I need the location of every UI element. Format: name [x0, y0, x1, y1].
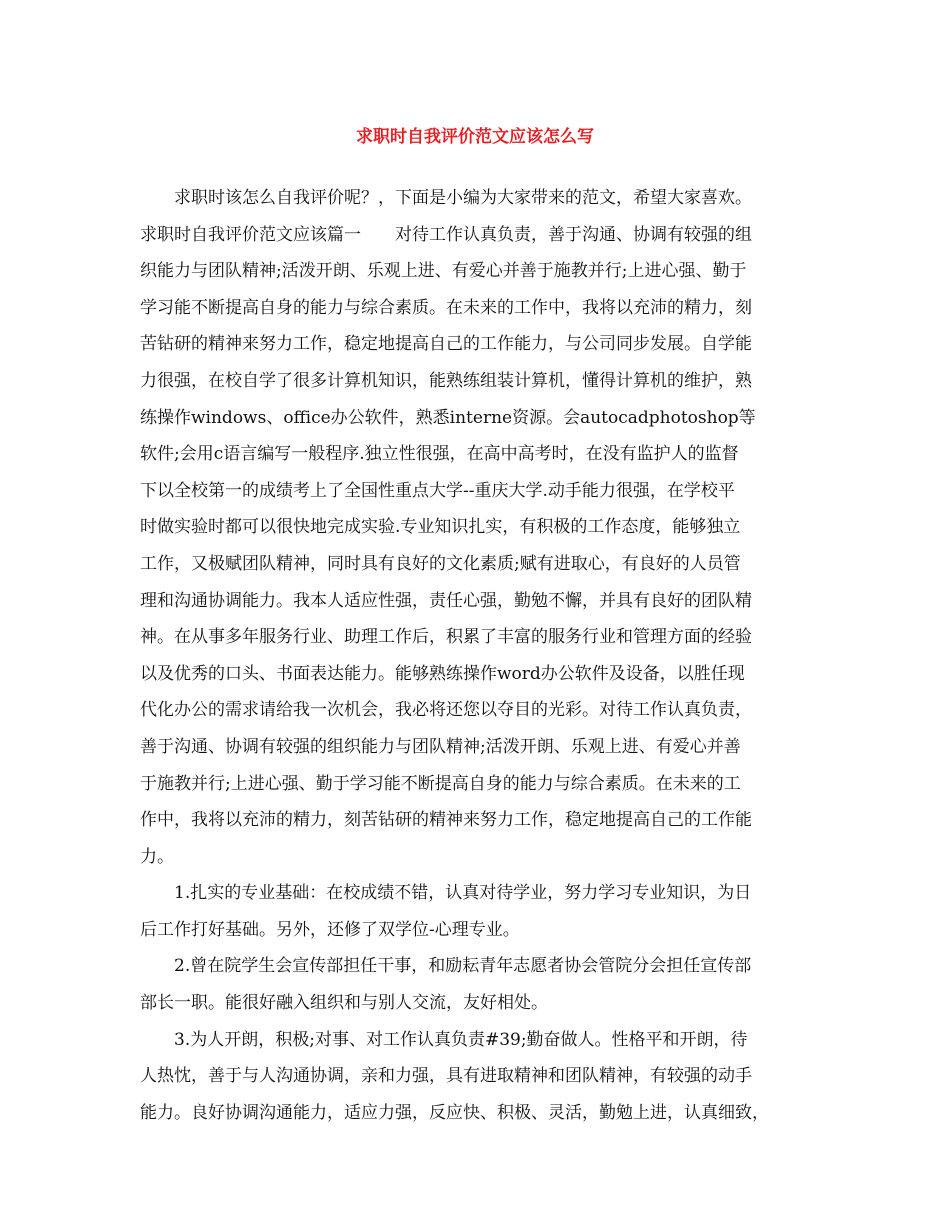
text-line: 后工作打好基础。另外，还修了双学位-心理专业。: [140, 919, 520, 940]
text-line: 能力。良好协调沟通能力，适应力强，反应快、积极、灵活，勤勉上进，认真细致，: [140, 1102, 769, 1123]
text-line: 学习能不断提高自身的能力与综合素质。在未来的工作中，我将以充沛的精力，刻: [140, 297, 752, 318]
text-line: 神。在从事多年服务行业、助理工作后，积累了丰富的服务行业和管理方面的经验: [140, 627, 752, 648]
text-line: 人热忱，善于与人沟通协调，亲和力强，具有进取精神和团队精神，有较强的动手: [140, 1066, 752, 1087]
text-line: 力很强，在校自学了很多计算机知识，能熟练组装计算机，懂得计算机的维护，熟: [140, 370, 752, 391]
text-line: 2.曾在院学生会宣传部担任干事，和励耘青年志愿者协会管院分会担任宣传部: [140, 956, 752, 977]
document-body: [140, 180, 820, 1131]
text-line: 理和沟通协调能力。我本人适应性强，责任心强，勤勉不懈，并具有良好的团队精: [140, 590, 752, 611]
text-line: 于施教并行;上进心强、勤于学习能不断提高自身的能力与综合素质。在未来的工: [140, 773, 741, 794]
text-line: 织能力与团队精神;活泼开朗、乐观上进、有爱心并善于施教并行;上进心强、勤于: [140, 261, 747, 282]
text-line: 软件;会用c语言编写一般程序.独立性很强，在高中高考时，在没有监护人的监督: [140, 444, 739, 465]
text-line: 1.扎实的专业基础：在校成绩不错，认真对待学业，努力学习专业知识，为日: [140, 883, 752, 904]
text-line: 部长一职。能很好融入组织和与别人交流，友好相处。: [140, 993, 548, 1014]
text-line: 力。: [140, 846, 174, 867]
text-line: 苦钻研的精神来努力工作，稳定地提高自己的工作能力，与公司同步发展。自学能: [140, 334, 752, 355]
text-line: 练操作windows、office办公软件，熟悉interne资源。会autocadphotoshop等: [140, 407, 756, 428]
text-line: 下以全校第一的成绩考上了全国性重点大学--重庆大学.动手能力很强，在学校平: [140, 480, 735, 501]
text-line: 作中，我将以充沛的精力，刻苦钻研的精神来努力工作，稳定地提高自己的工作能: [140, 810, 752, 831]
text-line: 3.为人开朗，积极;对事、对工作认真负责#39;勤奋做人。性格平和开朗，待: [140, 1029, 748, 1050]
text-line: 以及优秀的口头、书面表达能力。能够熟练操作word办公软件及设备，以胜任现: [140, 663, 745, 684]
text-line: 工作，又极赋团队精神，同时具有良好的文化素质;赋有进取心，有良好的人员管: [140, 553, 741, 574]
text-line: 代化办公的需求请给我一次机会，我必将还您以夺目的光彩。对待工作认真负责，: [140, 700, 752, 721]
text-line: 时做实验时都可以很快地完成实验.专业知识扎实，有积极的工作态度，能够独立: [140, 517, 741, 538]
text-line: 求职时该怎么自我评价呢？，下面是小编为大家带来的范文，希望大家喜欢。: [140, 188, 752, 208]
document-title: 求职时自我评价范文应该怎么写: [356, 127, 594, 147]
text-line: 善于沟通、协调有较强的组织能力与团队精神;活泼开朗、乐观上进、有爱心并善: [140, 736, 741, 757]
text-line: 求职时自我评价范文应该篇一 对待工作认真负责，善于沟通、协调有较强的组: [140, 224, 752, 245]
